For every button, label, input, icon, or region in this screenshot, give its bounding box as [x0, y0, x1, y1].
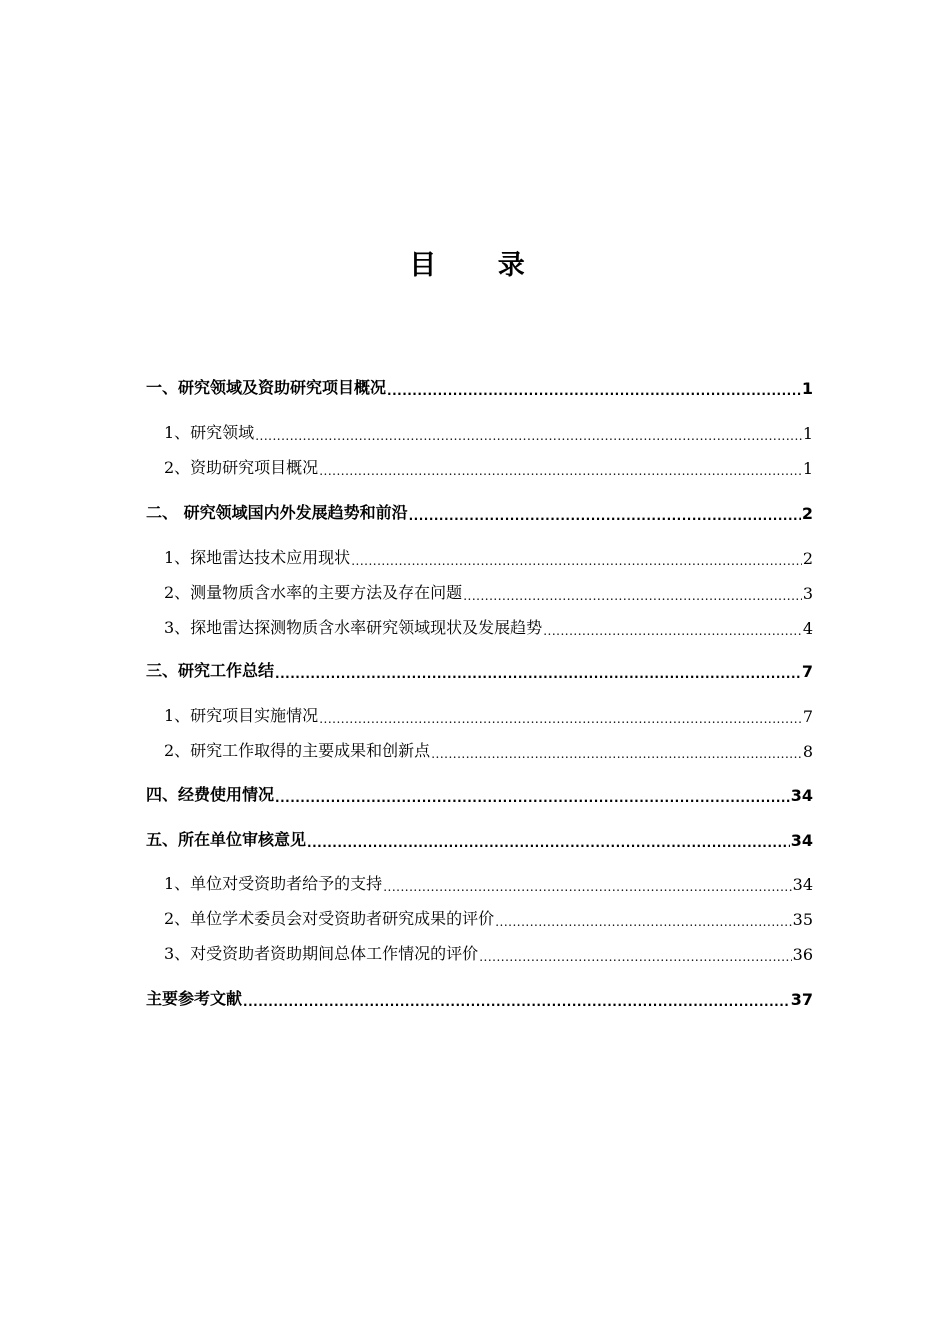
toc-entry-5-1[interactable] — [146, 870, 813, 894]
toc-entry-label: 五、所在单位审核意见 — [146, 830, 307, 849]
toc-page-number: 35 — [792, 910, 813, 929]
toc-entry-2-1[interactable] — [146, 544, 813, 568]
toc-entry-section-4[interactable] — [146, 781, 813, 805]
toc-entry-2-2[interactable] — [146, 579, 813, 603]
toc-entry-label: 三、研究工作总结 — [146, 661, 275, 680]
toc-entry-2-3[interactable] — [146, 614, 813, 638]
toc-leader-dots — [495, 913, 791, 929]
toc-entry-label: 2、单位学术委员会对受资助者研究成果的评价 — [164, 909, 495, 928]
toc-leader-dots — [409, 507, 801, 523]
toc-page-number: 1 — [801, 379, 813, 398]
toc-leader-dots — [431, 745, 802, 761]
toc-page-number: 34 — [790, 786, 813, 805]
toc-leader-dots — [387, 382, 801, 398]
toc-leader-dots — [319, 710, 802, 726]
toc-entry-section-1[interactable] — [146, 374, 813, 398]
toc-entry-label: 3、对受资助者资助期间总体工作情况的评价 — [164, 944, 479, 963]
toc-entry-label: 主要参考文献 — [146, 989, 243, 1008]
toc-leader-dots — [463, 587, 802, 603]
toc-page-number: 3 — [802, 584, 813, 603]
toc-entry-5-2[interactable] — [146, 905, 813, 929]
toc-leader-dots — [383, 878, 791, 894]
toc-page-number: 37 — [790, 990, 813, 1009]
toc-entry-5-3[interactable] — [146, 940, 813, 964]
toc-entry-references[interactable] — [146, 985, 813, 1009]
toc-page-number: 7 — [801, 662, 813, 681]
toc-entry-section-2[interactable] — [146, 499, 813, 523]
toc-leader-dots — [255, 427, 802, 443]
toc-entry-label: 1、研究领域 — [164, 423, 255, 442]
toc-entry-label: 1、探地雷达技术应用现状 — [164, 548, 351, 567]
toc-entry-label: 2、资助研究项目概况 — [164, 458, 319, 477]
toc-page-number: 4 — [802, 619, 813, 638]
toc-leader-dots — [479, 948, 791, 964]
toc-entry-3-1[interactable] — [146, 702, 813, 726]
toc-entry-3-2[interactable] — [146, 737, 813, 761]
toc-page-number: 34 — [790, 831, 813, 850]
toc-entry-label: 1、研究项目实施情况 — [164, 706, 319, 725]
toc-entry-label: 四、经费使用情况 — [146, 785, 275, 804]
toc-entry-1-1[interactable] — [146, 419, 813, 443]
toc-leader-dots — [243, 993, 790, 1009]
toc-entry-label: 1、单位对受资助者给予的支持 — [164, 874, 383, 893]
page-title: 目 录 — [409, 250, 551, 281]
toc-leader-dots — [275, 665, 801, 681]
toc-page-number: 7 — [802, 707, 813, 726]
toc-entry-label: 二、 研究领域国内外发展趋势和前沿 — [146, 503, 408, 522]
toc-page-number: 2 — [801, 504, 813, 523]
toc-entry-section-3[interactable] — [146, 657, 813, 681]
toc-page-number: 36 — [792, 945, 813, 964]
toc-page-number: 8 — [802, 742, 813, 761]
toc-entry-section-5[interactable] — [146, 826, 813, 850]
toc-entry-label: 2、测量物质含水率的主要方法及存在问题 — [164, 583, 463, 602]
toc-entry-1-2[interactable] — [146, 454, 813, 478]
toc-entry-label: 一、研究领域及资助研究项目概况 — [146, 378, 387, 397]
toc-leader-dots — [275, 789, 790, 805]
toc-entry-label: 3、探地雷达探测物质含水率研究领域现状及发展趋势 — [164, 618, 543, 637]
toc-page-number: 34 — [792, 875, 813, 894]
toc-leader-dots — [543, 622, 802, 638]
toc-leader-dots — [319, 462, 802, 478]
toc-leader-dots — [351, 552, 802, 568]
toc-page-number: 1 — [802, 424, 813, 443]
toc-entry-label: 2、研究工作取得的主要成果和创新点 — [164, 741, 431, 760]
toc-page-number: 2 — [802, 549, 813, 568]
toc-leader-dots — [307, 834, 790, 850]
toc-page-number: 1 — [802, 459, 813, 478]
